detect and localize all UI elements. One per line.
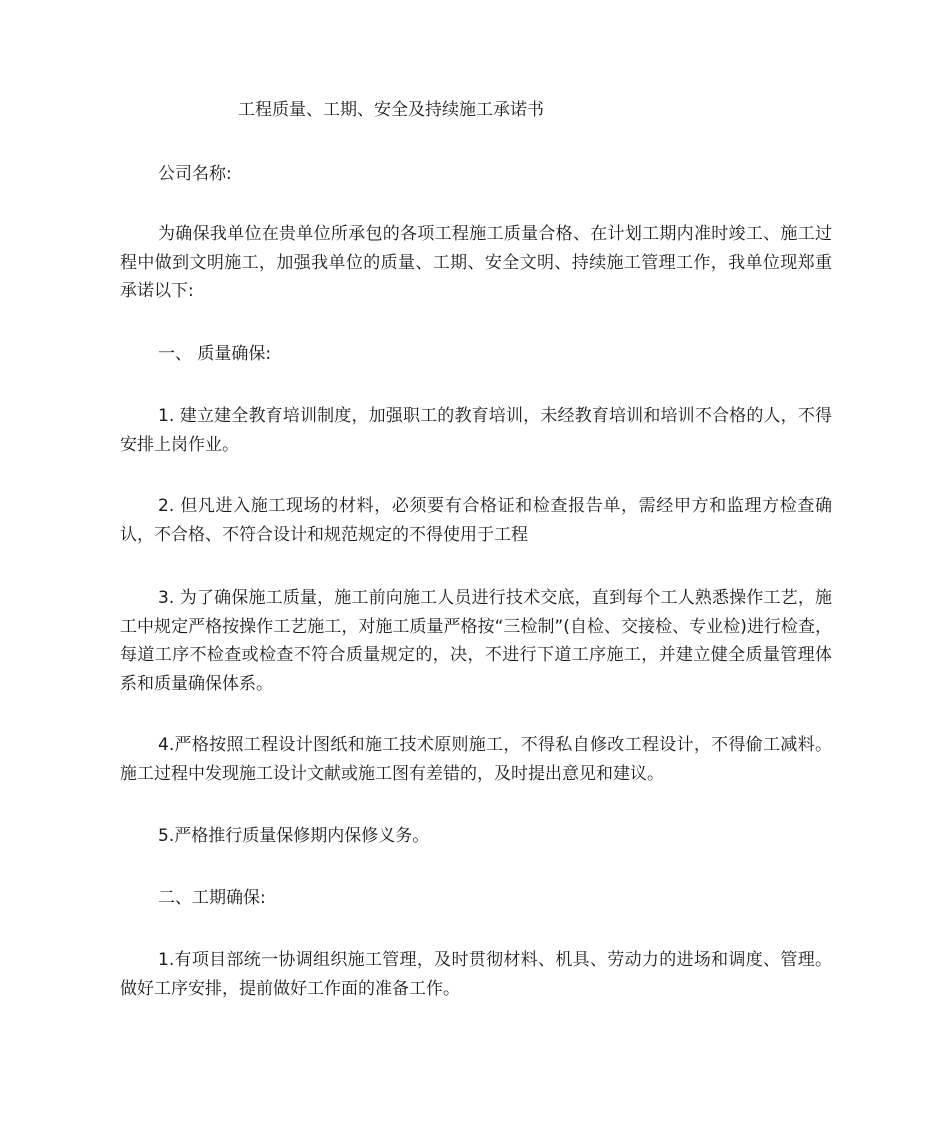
quality-item-3: 3. 为了确保施工质量，施工前向施工人员进行技术交底，直到每个工人熟悉操作工艺，施工中规定严格按操作工艺施工，对施工质量严格按“三检制”(自检、交接检、专业检)进行检查，每道工序不检查或检查不符合质量规定的，决，不进行下道工序施工，并建立健全质量管理体系和质量确保体系。 — [120, 588, 832, 694]
quality-item-4: 4.严格按照工程设计图纸和施工技术原则施工，不得私自修改工程设计，不得偷工减料。施工过程中发现施工设计文献或施工图有差错的，及时提出意见和建议。 — [120, 735, 832, 784]
section-heading-schedule: 二、工期确保: — [158, 888, 266, 908]
schedule-item-1: 1.有项目部统一协调组织施工管理，及时贯彻材料、机具、劳动力的进场和调度、管理。做好工序安排，提前做好工作面的准备工作。 — [120, 950, 832, 999]
document-title: 工程质量、工期、安全及持续施工承诺书 — [238, 100, 544, 120]
intro-paragraph: 为确保我单位在贵单位所承包的各项工程施工质量合格、在计划工期内准时竣工、施工过程中做到文明施工，加强我单位的质量、工期、安全文明、持续施工管理工作，我单位现郑重承诺以下: — [120, 224, 832, 301]
quality-item-1: 1. 建立建全教育培训制度，加强职工的教育培训，未经教育培训和培训不合格的人，不得安排上岗作业。 — [120, 406, 832, 455]
company-name-label: 公司名称: — [158, 164, 232, 184]
section-heading-quality: 一、 质量确保: — [158, 344, 272, 364]
quality-item-2: 2. 但凡进入施工现场的材料，必须要有合格证和检查报告单，需经甲方和监理方检查确认，不合格、不符合设计和规范规定的不得使用于工程 — [120, 496, 832, 545]
quality-item-5: 5.严格推行质量保修期内保修义务。 — [158, 826, 430, 846]
